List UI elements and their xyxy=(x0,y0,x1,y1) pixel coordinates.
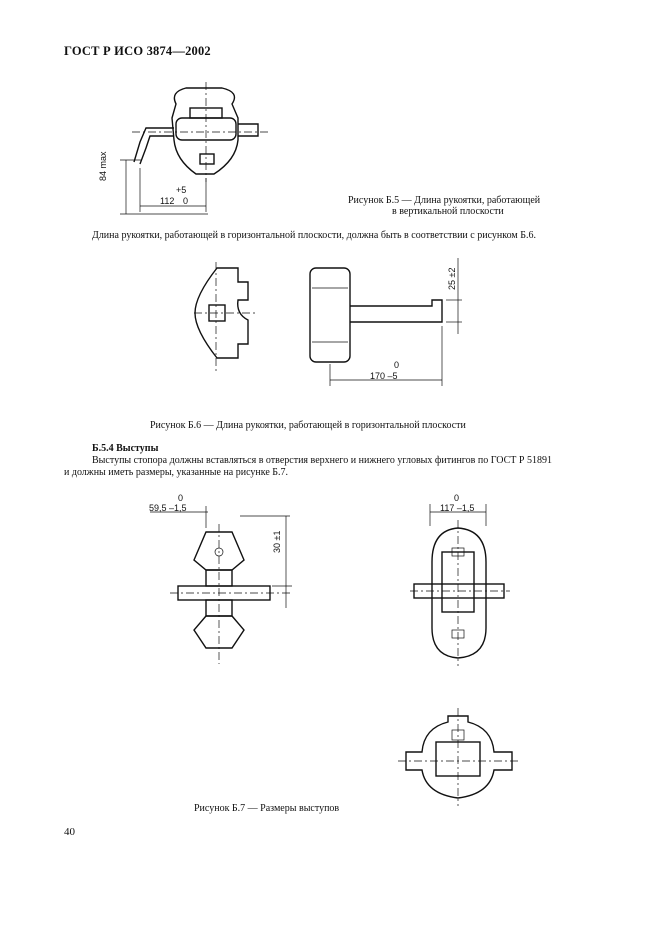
section-text-line2: и должны иметь размеры, указанные на рисунке Б.7. xyxy=(64,467,289,478)
fig-b6-dim-tol: 0 xyxy=(394,360,400,370)
fig-b5-dim-tol2: 0 xyxy=(183,196,189,206)
fig-b5-dim-height: 84 max xyxy=(98,151,108,181)
fig-b6-dim-vertical: 25 ±2 xyxy=(447,267,457,290)
fig-b7-dim-left: 59,5 –1,5 xyxy=(149,503,187,513)
fig-b6-caption: Рисунок Б.6 — Длина рукоятки, работающей в горизонтальной плоскости xyxy=(150,420,466,431)
fig-b5-dim-tol: +5 xyxy=(176,185,187,195)
fig-b5-dim-length: 112 xyxy=(160,196,175,206)
fig-b5-caption-line2: в вертикальной плоскости xyxy=(392,206,504,217)
fig-b7-dim-height: 30 ±1 xyxy=(272,530,282,553)
section-text-line1: Выступы стопора должны вставляться в отверстия верхнего и нижнего угловых фитингов по ГОСТ Р 51891 xyxy=(92,455,552,466)
paragraph-horizontal: Длина рукоятки, работающей в горизонтальной плоскости, должна быть в соответствии с рисунком Б.6. xyxy=(92,230,536,241)
page-number: 40 xyxy=(64,826,75,838)
fig-b7-caption: Рисунок Б.7 — Размеры выступов xyxy=(194,803,340,814)
fig-b5-caption-line1: Рисунок Б.5 — Длина рукоятки, работающей xyxy=(348,195,541,206)
section-heading: Б.5.4 Выступы xyxy=(92,443,159,454)
fig-b7-dim-right-tol: 0 xyxy=(454,493,460,503)
figure-b7-drawing xyxy=(150,504,520,806)
document-header: ГОСТ Р ИСО 3874—2002 xyxy=(64,44,211,58)
fig-b7-dim-right: 117 –1,5 xyxy=(440,503,475,513)
figure-b6-drawing xyxy=(194,258,462,386)
fig-b6-dim-length: 170 –5 xyxy=(370,371,398,381)
figure-b5-drawing xyxy=(120,82,268,214)
fig-b7-dim-left-tol: 0 xyxy=(178,493,184,503)
